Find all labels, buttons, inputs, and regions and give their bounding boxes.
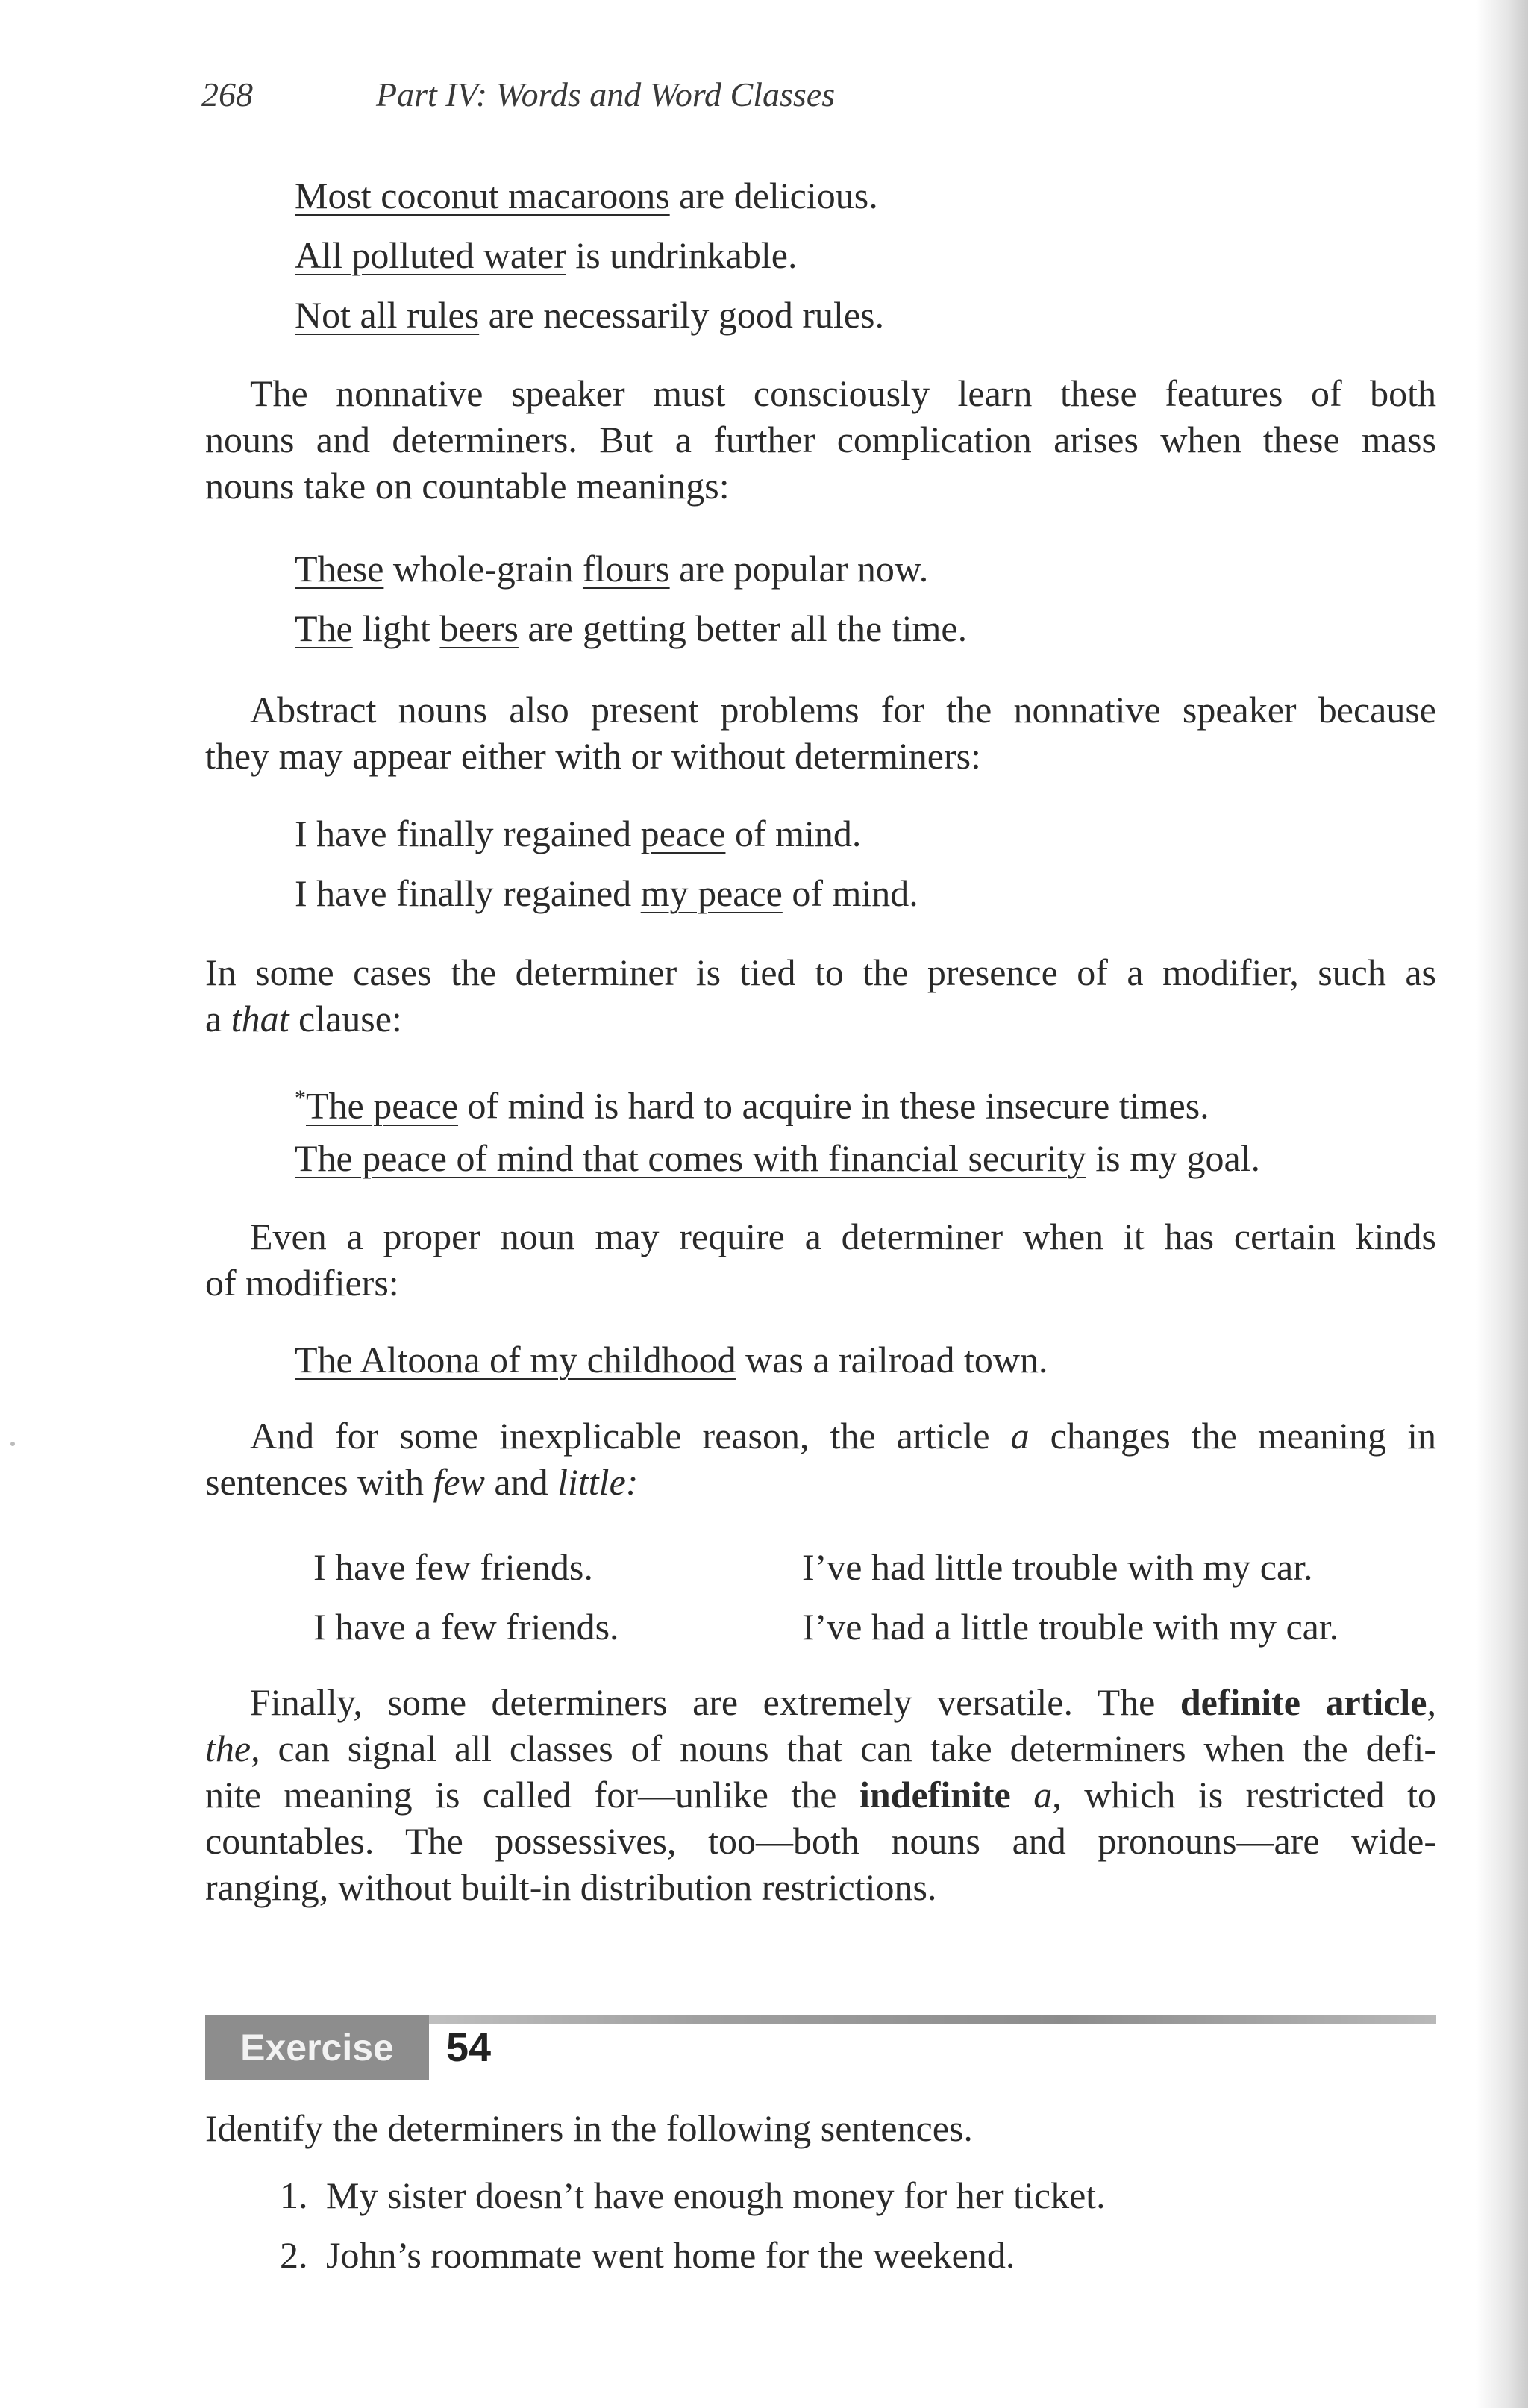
body-paragraph: Abstract nouns also present problems for the nonnative speaker because they may appear either with or without determiners: — [205, 689, 1436, 777]
contrast-example-right: I’ve had a little trouble with my car. — [802, 1606, 1339, 1648]
example-sentence: *The peace of mind is hard to acquire in these insecure times. — [295, 1084, 1209, 1127]
body-paragraph: Even a proper noun may require a determiner when it has certain kinds of modifiers: — [205, 1216, 1436, 1304]
underlined-determiner-phrase: Not all rules — [295, 294, 480, 336]
contrast-example-right: I’ve had little trouble with my car. — [802, 1546, 1313, 1588]
example-sentence: The peace of mind that comes with financial security is my goal. — [295, 1137, 1261, 1179]
example-sentence: These whole-grain flours are popular now. — [295, 548, 929, 590]
body-paragraph: In some cases the determiner is tied to the presence of a modifier, such as a that clause: — [205, 951, 1436, 1039]
running-header — [201, 75, 835, 114]
scan-speck — [10, 1442, 15, 1446]
page-number: 268 — [201, 75, 253, 113]
underlined-determiner-phrase: All polluted water — [295, 234, 566, 276]
running-title: Part IV: Words and Word Classes — [376, 75, 836, 113]
contrast-example-left: I have few friends. — [313, 1546, 593, 1588]
page-edge-shadow — [1476, 0, 1528, 2408]
exercise-item: 2. John’s roommate went home for the weekend. — [280, 2234, 1015, 2276]
example-sentence: Most coconut macaroons are delicious. — [295, 175, 878, 216]
exercise-item: 1. My sister doesn’t have enough money for her ticket. — [280, 2174, 1106, 2216]
example-sentence: I have finally regained my peace of mind. — [295, 872, 918, 914]
body-paragraph: Finally, some determiners are extremely versatile. The definite article, the, can signal all classes of nouns that can take determiners when the defi- nite meaning is called for—unlike the indefinite a, which is restricted to countables. The possessives, too—both nouns and pronouns—are wide- ranging, without built-in distribution restrictions. — [205, 1681, 1437, 1908]
body-paragraph: The nonnative speaker must consciously learn these features of both nouns and determiners. But a further complication arises when these mass nouns take on countable meanings: — [205, 372, 1436, 507]
example-sentence: I have finally regained peace of mind. — [295, 813, 862, 854]
example-sentence: Not all rules are necessarily good rules. — [295, 294, 885, 336]
underlined-determiner-phrase: Most coconut macaroons — [295, 175, 670, 216]
contrast-example-left: I have a few friends. — [313, 1606, 619, 1648]
exercise-instruction: Identify the determiners in the following sentences. — [205, 2107, 973, 2149]
exercise-label: Exercise — [205, 2015, 429, 2080]
example-sentence: The Altoona of my childhood was a railroad town. — [295, 1339, 1048, 1380]
example-sentence: All polluted water is undrinkable. — [295, 234, 798, 276]
exercise-number: 54 — [446, 2025, 492, 2070]
body-paragraph: And for some inexplicable reason, the article a changes the meaning in sentences with few and little: — [205, 1415, 1436, 1503]
example-sentence: The light beers are getting better all the time. — [295, 607, 968, 649]
